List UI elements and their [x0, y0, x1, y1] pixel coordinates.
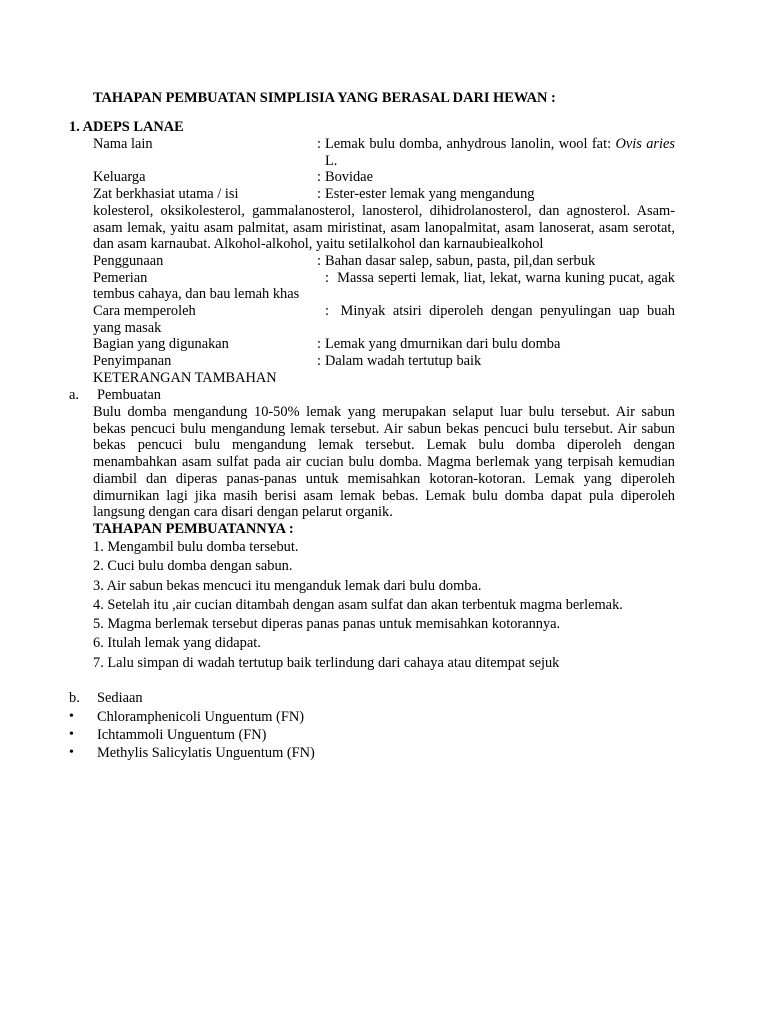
- value-text: Minyak atsiri diperoleh dengan penyulingan uap buah yang masak: [93, 303, 675, 336]
- row-label: Bagian yang digunakan: [93, 336, 229, 353]
- list-item: 1. Mengambil bulu domba tersebut.: [93, 539, 299, 555]
- value-text: Ester-ester lemak yang mengandung: [325, 186, 535, 203]
- row-value: [93, 253, 675, 270]
- list-item: 5. Magma berlemak tersebut diperas panas panas untuk memisahkan kotorannya.: [93, 616, 561, 633]
- row-value: [93, 136, 675, 169]
- row-keluarga: [93, 169, 675, 186]
- row-label: Zat berkhasiat utama / isi: [93, 186, 239, 203]
- list-item: 6. Itulah lemak yang didapat.: [93, 635, 261, 652]
- row-label: Nama lain: [93, 136, 153, 152]
- keterangan-heading: KETERANGAN TAMBAHAN: [93, 369, 277, 386]
- colon: :: [317, 186, 321, 203]
- document-title: TAHAPAN PEMBUATAN SIMPLISIA YANG BERASAL DARI HEWAN :: [93, 90, 556, 106]
- row-pemerian: [93, 270, 675, 303]
- zat-continuation: kolesterol, oksikolesterol, gammalanosterol, lanosterol, dihidrolanosterol, dan agnosterol. Asam-asam lemak, yaitu asam palmitat, asam miristinat, asam lanopalmitat, asam lanoserat, asam serotat, dan asam karnaubat. Alkohol-alkohol, yaitu setilalkohol dan karnaubiealkohol: [93, 202, 675, 253]
- steps-list: [93, 539, 675, 674]
- colon: :: [317, 136, 321, 152]
- row-label: Penyimpanan: [93, 353, 172, 370]
- colon: :: [325, 269, 329, 286]
- section-heading: 1. ADEPS LANAE: [69, 119, 184, 135]
- section-marker: b.: [69, 690, 80, 706]
- properties-table: [93, 136, 675, 387]
- list-item: 7. Lalu simpan di wadah tertutup baik terlindung dari cahaya atau ditempat sejuk: [93, 654, 560, 671]
- row-label: Keluarga: [93, 169, 146, 186]
- colon: :: [317, 336, 321, 353]
- row-cara-memperoleh: [93, 303, 675, 336]
- colon: :: [317, 252, 321, 269]
- bullet-icon: •: [69, 709, 74, 724]
- colon: :: [325, 303, 329, 320]
- row-value: [93, 169, 675, 186]
- list-item: 2. Cuci bulu domba dengan sabun.: [93, 558, 293, 575]
- section-marker: a.: [69, 387, 79, 403]
- value-text: Lemak bulu domba, anhydrous lanolin, wool fat:: [325, 136, 616, 152]
- bullet-icon: •: [69, 727, 74, 742]
- value-text: Massa seperti lemak, liat, lekat, warna kuning pucat, agak tembus cahaya, dan bau lemah khas: [93, 269, 675, 303]
- row-nama-lain: [93, 136, 675, 169]
- list-item-text: Chloramphenicoli Unguentum (FN): [97, 709, 305, 725]
- colon: :: [317, 169, 321, 186]
- row-label: Penggunaan: [93, 252, 164, 269]
- row-value: [93, 353, 675, 370]
- value-text: Bovidae: [325, 169, 373, 186]
- row-zat-berkhasiat: [93, 186, 675, 203]
- row-value: [93, 270, 675, 303]
- section-label: Pembuatan: [97, 387, 161, 403]
- value-text: Lemak yang dmurnikan dari bulu domba: [325, 336, 561, 353]
- list-item: 4. Setelah itu ,air cucian ditambah dengan asam sulfat dan akan terbentuk magma berlemak.: [93, 596, 623, 613]
- row-penyimpanan: [93, 353, 675, 370]
- section-label: Sediaan: [97, 690, 143, 706]
- row-penggunaan: [93, 253, 675, 270]
- colon: :: [317, 353, 321, 370]
- species-name: Ovis aries: [615, 136, 675, 152]
- row-bagian-digunakan: [93, 336, 675, 353]
- value-text: Bahan dasar salep, sabun, pasta, pil,dan serbuk: [325, 252, 596, 269]
- pembuatan-paragraph: Bulu domba mengandung 10-50% lemak yang merupakan selaput luar bulu tersebut. Air sabun bekas pencuci bulu mengandung lemak tersebut. Air sabun bekas pencuci bulu tersebut. Air sabun bekas pencuci bulu mengandung lemak tersebut. Lemak bulu domba diperoleh dengan menambahkan asam sulfat pada air cucian bulu domba. Magma berlemak yang terpisah kemudian diambil dan diperas panas-panas untuk memisahkan kotoran-kotoran. Lemak yang diperoleh dimurnikan lagi jika masih berisi asam lemak bebas. Lemak bulu domba dapat pula diperoleh langsung dengan cara disari dengan pelarut organik.: [93, 404, 675, 521]
- tahapan-heading: TAHAPAN PEMBUATANNYA :: [93, 521, 294, 537]
- list-item-text: Ichtammoli Unguentum (FN): [97, 727, 267, 743]
- list-item-text: Methylis Salicylatis Unguentum (FN): [97, 745, 315, 761]
- list-item: 3. Air sabun bekas mencuci itu menganduk lemak dari bulu domba.: [93, 577, 482, 594]
- value-text: Dalam wadah tertutup baik: [325, 353, 482, 370]
- row-label: Cara memperoleh: [93, 303, 196, 320]
- value-tail: L.: [325, 152, 338, 169]
- bullet-icon: •: [69, 745, 74, 760]
- row-label: Pemerian: [93, 269, 148, 286]
